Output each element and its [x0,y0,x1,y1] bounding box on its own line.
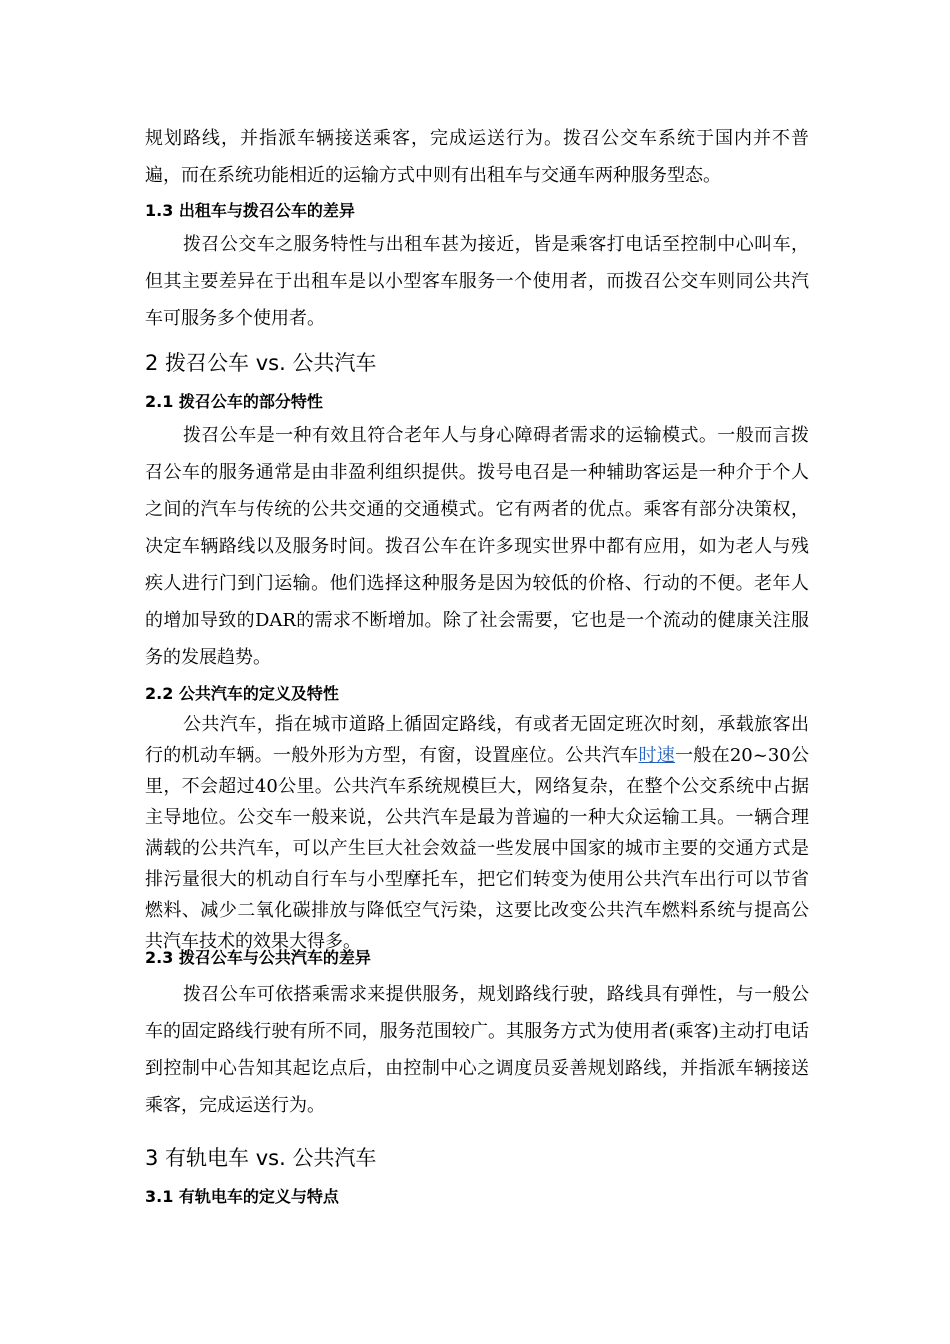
heading-3-1: 3.1 有轨电车的定义与特点 [145,1187,339,1206]
paragraph-2-3: 拨召公车可依搭乘需求来提供服务，规划路线行驶，路线具有弹性，与一般公车的固定路线行驶有所不同，服务范围较广。其服务方式为使用者(乘客)主动打电话到控制中心告知其起讫点后，由控制中心之调度员妥善规划路线，并指派车辆接送乘客，完成运送行为。 [145,984,809,1116]
heading-3: 3 有轨电车 vs. 公共汽车 [145,1146,377,1170]
speed-link[interactable]: 时速 [638,745,676,766]
paragraph-2-2 [145,709,809,957]
heading-1-3: 1.3 出租车与拨召公车的差异 [145,201,355,220]
heading-2-1: 2.1 拨召公车的部分特性 [145,392,323,411]
heading-2: 2 拨召公车 vs. 公共汽车 [145,351,377,375]
paragraph-1-3: 拨召公交车之服务特性与出租车甚为接近，皆是乘客打电话至控制中心叫车，但其主要差异在于出租车是以小型客车服务一个使用者，而拨召公交车则同公共汽车可服务多个使用者。 [145,234,809,329]
paragraph-intro: 规划路线，并指派车辆接送乘客，完成运送行为。拨召公交车系统于国内并不普遍，而在系统功能相近的运输方式中则有出租车与交通车两种服务型态。 [145,128,809,186]
paragraph-2-2-text-b: 一般在20~30公里，不会超过40公里。公共汽车系统规模巨大，网络复杂，在整个公交系统中占据主导地位。公交车一般来说，公共汽车是最为普遍的一种大众运输工具。一辆合理满载的公共汽车，可以产生巨大社会效益一些发展中国家的城市主要的交通方式是排污量很大的机动自行车与小型摩托车，把它们转变为使用公共汽车出行可以节省燃料、减少二氧化碳排放与降低空气污染，这要比改变公共汽车燃料系统与提高公共汽车技术的效果大得多。 [145,745,810,952]
heading-2-3: 2.3 拨召公车与公共汽车的差异 [145,948,371,967]
paragraph-2-2-text-a: 公共汽车，指在城市道路上循固定路线，有或者无固定班次时刻，承载旅客出行的机动车辆。一般外形为方型，有窗，设置座位。公共汽车 [145,714,809,766]
heading-2-2: 2.2 公共汽车的定义及特性 [145,684,339,703]
paragraph-2-1: 拨召公车是一种有效且符合老年人与身心障碍者需求的运输模式。一般而言拨召公车的服务通常是由非盈利组织提供。拨号电召是一种辅助客运是一种介于个人之间的汽车与传统的公共交通的交通模式。它有两者的优点。乘客有部分决策权，决定车辆路线以及服务时间。拨召公车在许多现实世界中都有应用，如为老人与残疾人进行门到门运输。他们选择这种服务是因为较低的价格、行动的不便。老年人的增加导致的DAR的需求不断增加。除了社会需要，它也是一个流动的健康关注服务的发展趋势。 [145,425,809,668]
